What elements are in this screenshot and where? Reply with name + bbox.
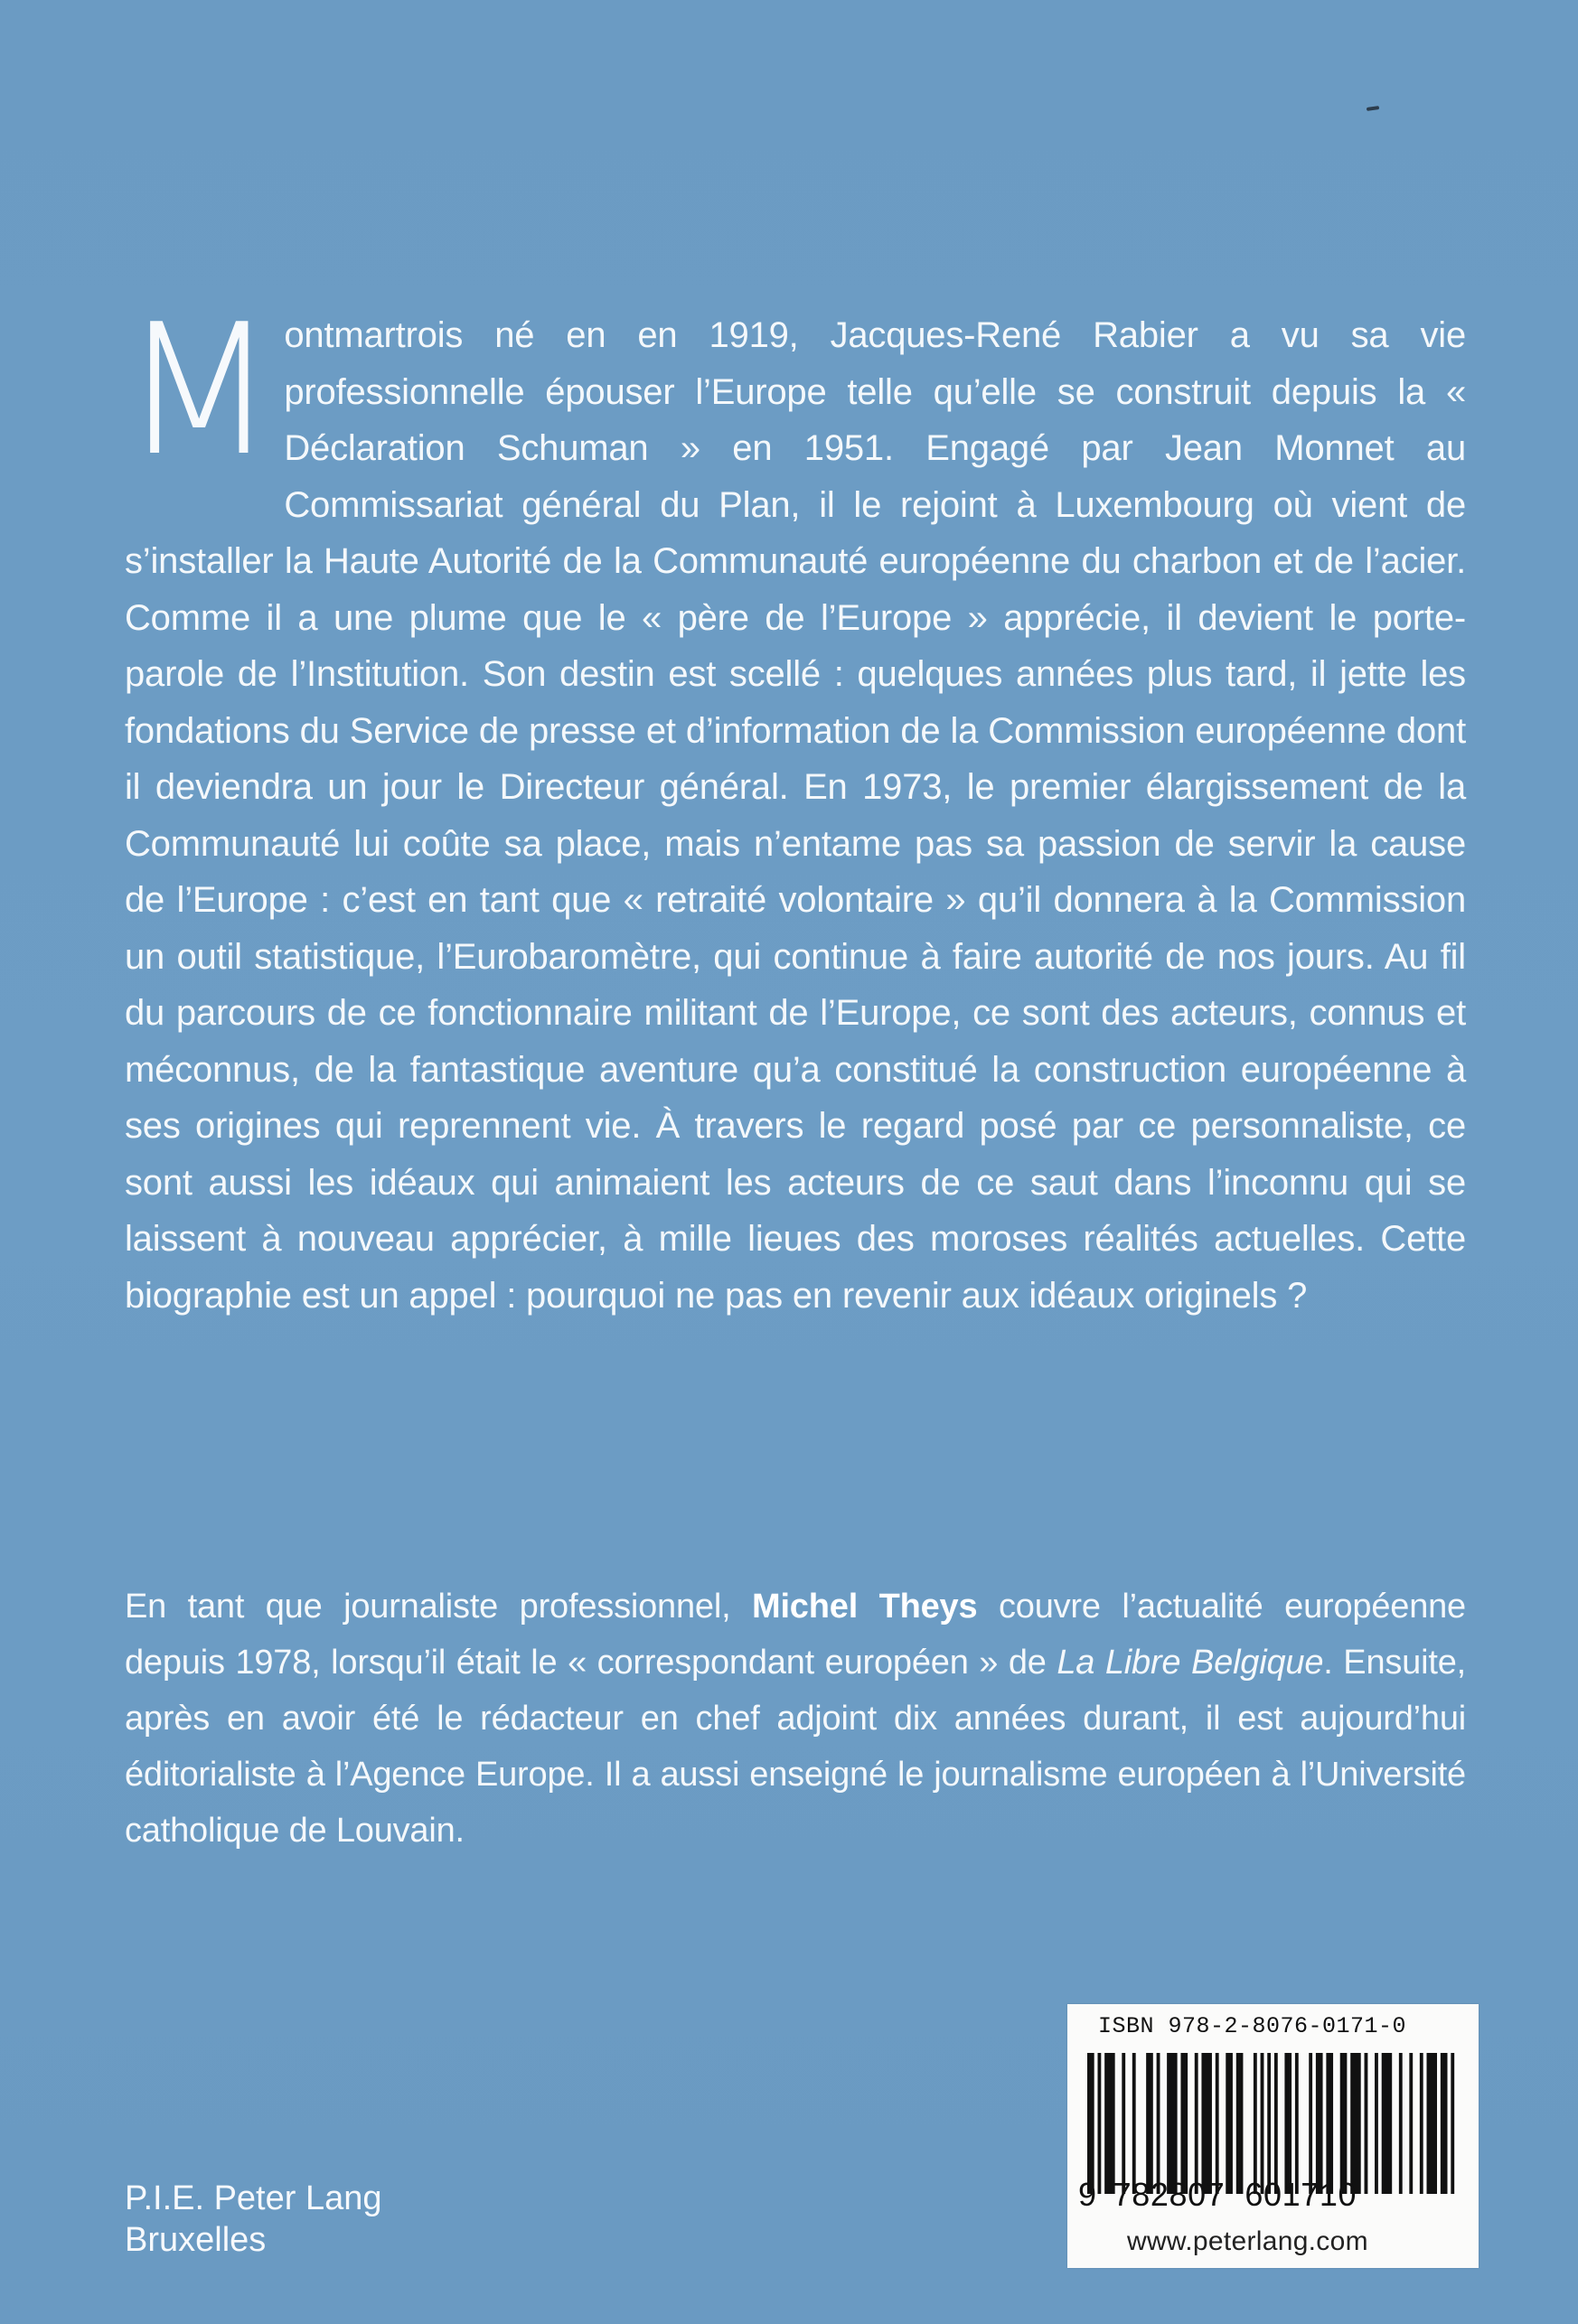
barcode-bar bbox=[1365, 2053, 1368, 2194]
barcode-bar bbox=[1340, 2053, 1348, 2194]
publisher-city: Bruxelles bbox=[125, 2221, 267, 2259]
barcode-bar bbox=[1316, 2053, 1323, 2194]
drop-cap: M bbox=[121, 286, 277, 496]
barcode-bar bbox=[1180, 2053, 1188, 2194]
barcode-bar bbox=[1146, 2053, 1153, 2194]
barcode-bar bbox=[1122, 2053, 1125, 2194]
barcode-bar bbox=[1157, 2053, 1160, 2194]
barcode-bar bbox=[1326, 2053, 1333, 2194]
newspaper-title: La Libre Belgique bbox=[1057, 1644, 1324, 1682]
author-name: Michel Theys bbox=[752, 1588, 978, 1626]
bio-end: . Ensuite, après en avoir été le rédacteur en chef adjoint dix années durant, il est aujourd’hui éditorialiste à l’Agence Europe. Il a aussi enseigné le journalisme européen à l’Université catholique de Louvain. bbox=[125, 1644, 1466, 1850]
barcode-bar bbox=[1216, 2053, 1219, 2194]
barcode-bar bbox=[1441, 2053, 1448, 2194]
isbn-number: ISBN 978-2-8076-0171-0 bbox=[1098, 2013, 1407, 2039]
barcode-bar bbox=[1427, 2053, 1437, 2194]
barcode-bar bbox=[1087, 2053, 1094, 2194]
barcode-bar bbox=[1420, 2053, 1423, 2194]
barcode-bar bbox=[1195, 2053, 1198, 2194]
blurb-text: ontmartrois né en en 1919, Jacques-René Rabier a vu sa vie professionnelle épouser l’Europe telle qu’elle se construit depuis la « Déclaration Schuman » en 1951. Engagé par Jean Monnet au Commissariat général du Plan, il le rejoint à Luxembourg où vient de s’installer la Haute Autorité de la Communauté européenne du charbon et de l’acier. Comme il a une plume que le « père de l’Europe » apprécie, il devient le porte-parole de l’Institution. Son destin est scellé : quelques années plus tard, il jette les fondations du Service de presse et d’information de la Commission européenne dont il deviendra un jour le Directeur général. En 1973, le premier élargissement de la Communauté lui coûte sa place, mais n’entame pas sa passion de servir la cause de l’Europe : c’est en tant que « retraité volontaire » qu’il donnera à la Commission un outil statistique, l’Eurobaromètre, qui continue à faire autorité de nos jours. Au fil du parcours de ce fonctionnaire militant de l’Europe, ce sont des acteurs, connus et méconnus, de la fantastique aventure qu’a constitué la construction européenne à ses origines qui reprennent vie. À travers le regard posé par ce personnaliste, ce sont aussi les idéaux qui animaient les acteurs de ce saut dans l’inconnu qui se laissent à nouveau apprécier, à mille lieues des moroses réalités actuelles. Cette biographie est un appel : pourquoi ne pas en revenir aux idéaux originels ? bbox=[125, 315, 1466, 1316]
barcode-bar bbox=[1350, 2053, 1360, 2194]
barcode-bar bbox=[1409, 2053, 1413, 2194]
barcode-bar bbox=[1104, 2053, 1114, 2194]
barcode-box bbox=[1067, 2004, 1479, 2268]
bio-middle: couvre l’actualité européenne depuis 1978, lorsqu’il était le « correspondant européen » de bbox=[125, 1588, 1466, 1682]
barcode-bar bbox=[1097, 2053, 1101, 2194]
barcode-bar bbox=[1254, 2053, 1257, 2194]
barcode-bar bbox=[1295, 2053, 1299, 2194]
author-bio bbox=[125, 1579, 1466, 1859]
ean-digits bbox=[1078, 2176, 1357, 2214]
publisher-name: P.I.E. Peter Lang bbox=[125, 2179, 382, 2217]
ean-first-digit: 9 bbox=[1078, 2176, 1097, 2213]
barcode-bar bbox=[1226, 2053, 1233, 2194]
barcode-bar bbox=[1375, 2053, 1378, 2194]
publisher-website: www.peterlang.com bbox=[1127, 2226, 1368, 2256]
barcode-bar bbox=[1201, 2053, 1211, 2194]
barcode-bar bbox=[1167, 2053, 1177, 2194]
publisher-imprint bbox=[125, 2178, 382, 2261]
barcode-bar bbox=[1382, 2053, 1392, 2194]
ean-digits-group-1: 782807 bbox=[1113, 2176, 1226, 2213]
book-blurb bbox=[121, 286, 1466, 1324]
barcode-bar bbox=[1132, 2053, 1136, 2194]
barcode-bar bbox=[1236, 2053, 1244, 2194]
barcode-bar bbox=[1399, 2053, 1403, 2194]
barcode-bar bbox=[1309, 2053, 1312, 2194]
barcode-bar bbox=[1284, 2053, 1292, 2194]
barcode-bar bbox=[1451, 2053, 1454, 2194]
barcode-bar bbox=[1267, 2053, 1271, 2194]
ean-digits-group-2: 601710 bbox=[1245, 2176, 1357, 2213]
bio-intro: En tant que journaliste professionnel, bbox=[125, 1588, 752, 1626]
barcode-bar bbox=[1274, 2053, 1278, 2194]
barcode-bars bbox=[1087, 2053, 1458, 2194]
barcode-bar bbox=[1261, 2053, 1264, 2194]
